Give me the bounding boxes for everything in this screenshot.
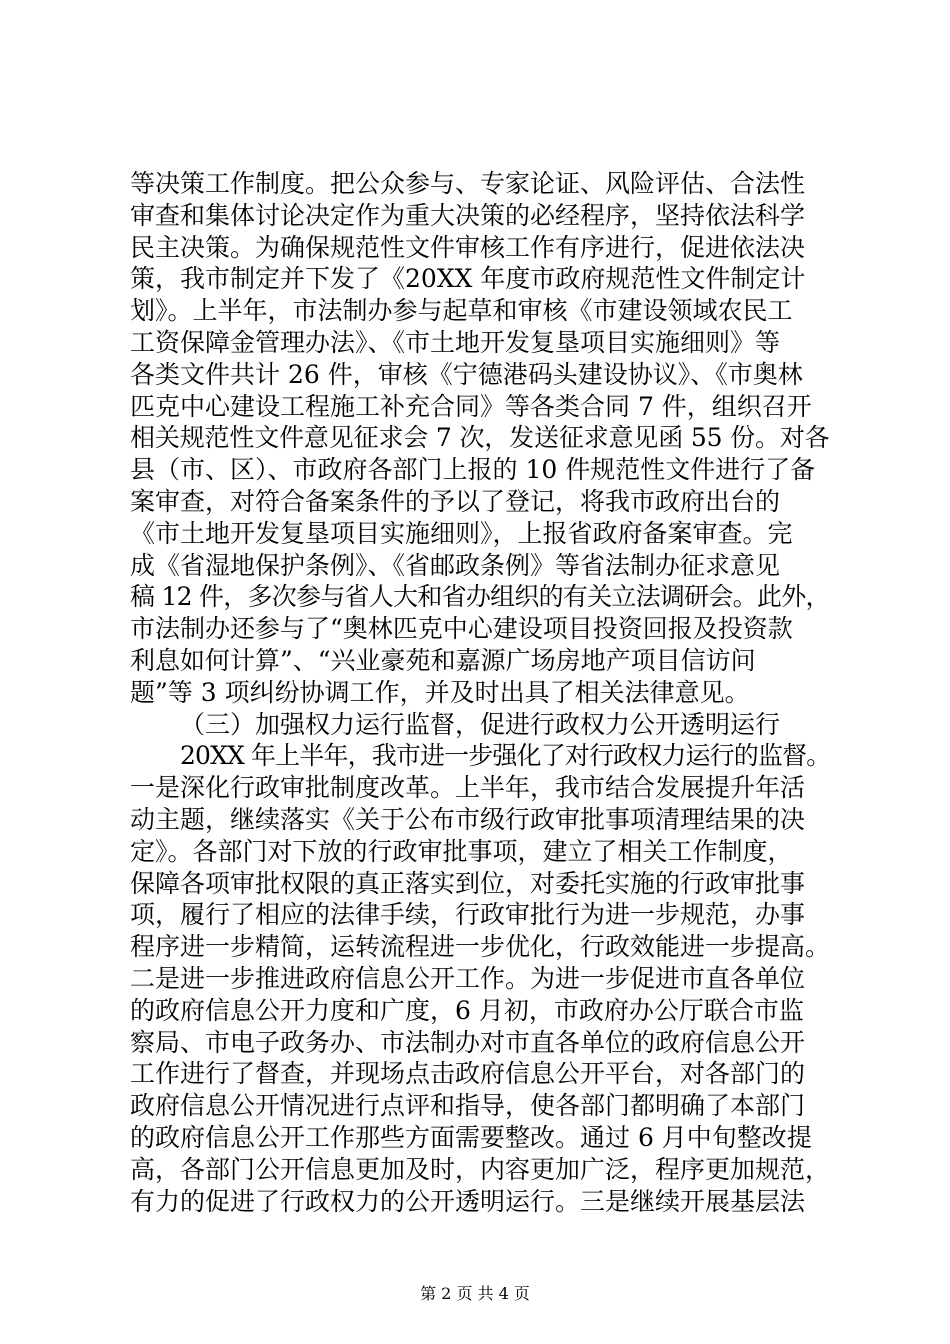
text-line: 20XX 年上半年，我市进一步强化了对行政权力运行的监督。 (180, 741, 831, 771)
text-line: 稿 12 件，多次参与省人大和省办组织的有关立法调研会。此外， (130, 582, 830, 612)
text-line: 高，各部门公开信息更加及时，内容更加广泛，程序更加规范， (130, 1154, 831, 1184)
document-body (130, 168, 830, 1217)
text-line: 的政府信息公开工作那些方面需要整改。通过 6 月中旬整改提 (130, 1122, 812, 1152)
text-line: 有力的促进了行政权力的公开透明运行。三是继续开展基层法 (130, 1186, 806, 1216)
text-line: 定》。各部门对下放的行政审批事项，建立了相关工作制度， (130, 836, 793, 866)
text-line: 一是深化行政审批制度改革。上半年，我市结合发展提升年活 (130, 773, 806, 803)
text-line: 保障各项审批权限的真正落实到位，对委托实施的行政审批事 (130, 868, 806, 898)
text-line: 工作进行了督查，并现场点击政府信息公开平台，对各部门的 (130, 1059, 806, 1089)
text-line: 案审查，对符合备案条件的予以了登记，将我市政府出台的 (130, 486, 781, 516)
text-line: 民主决策。为确保规范性文件审核工作有序进行，促进依法决 (130, 232, 806, 262)
text-line: 二是进一步推进政府信息公开工作。为进一步促进市直各单位 (130, 963, 806, 993)
text-line: 程序进一步精简，运转流程进一步优化，行政效能进一步提高。 (130, 932, 831, 962)
text-line: 的政府信息公开力度和广度，6 月初，市政府办公厅联合市监 (130, 995, 804, 1025)
text-line: （三）加强权力运行监督，促进行政权力公开透明运行 (180, 709, 781, 739)
text-line: 等决策工作制度。把公众参与、专家论证、风险评估、合法性 (130, 169, 806, 198)
text-line: 《市土地开发复垦项目实施细则》，上报省政府备案审查。完 (130, 518, 793, 548)
text-line: 工资保障金管理办法》、《市土地开发复垦项目实施细则》等 (130, 327, 781, 357)
text-line: 各类文件共计 26 件，审核《宁德港码头建设协议》、《市奥林 (130, 359, 803, 389)
text-line: 动主题，继续落实《关于公布市级行政审批事项清理结果的决 (130, 804, 806, 834)
text-line: 成《省湿地保护条例》、《省邮政条例》等省法制办征求意见 (130, 550, 781, 580)
text-line: 策，我市制定并下发了《20XX 年度市政府规范性文件制定计 (130, 264, 806, 294)
text-line: 匹克中心建设工程施工补充合同》等各类合同 7 件，组织召开 (130, 391, 812, 421)
text-line: 县（市、区）、市政府各部门上报的 10 件规范性文件进行了备 (130, 455, 816, 485)
text-line: 审查和集体讨论决定作为重大决策的必经程序，坚持依法科学 (130, 200, 806, 230)
text-line: 项，履行了相应的法律手续，行政审批行为进一步规范，办事 (130, 900, 806, 930)
text-line: 市法制办还参与了“奥林匹克中心建设项目投资回报及投资款 (130, 614, 793, 644)
text-line: 相关规范性文件意见征求会 7 次，发送征求意见函 55 份。对各 (130, 423, 830, 453)
text-line: 察局、市电子政务办、市法制办对市直各单位的政府信息公开 (130, 1027, 806, 1057)
text-line: 利息如何计算”、“兴业豪苑和嘉源广场房地产项目信访问 (130, 645, 756, 675)
text-line: 划》。上半年，市法制办参与起草和审核《市建设领域农民工 (130, 296, 793, 326)
page-footer: 第 2 页 共 4 页 (420, 1284, 530, 1303)
text-line: 题”等 3 项纠纷协调工作，并及时出具了相关法律意见。 (130, 677, 750, 707)
text-line: 政府信息公开情况进行点评和指导，使各部门都明确了本部门 (130, 1091, 806, 1121)
